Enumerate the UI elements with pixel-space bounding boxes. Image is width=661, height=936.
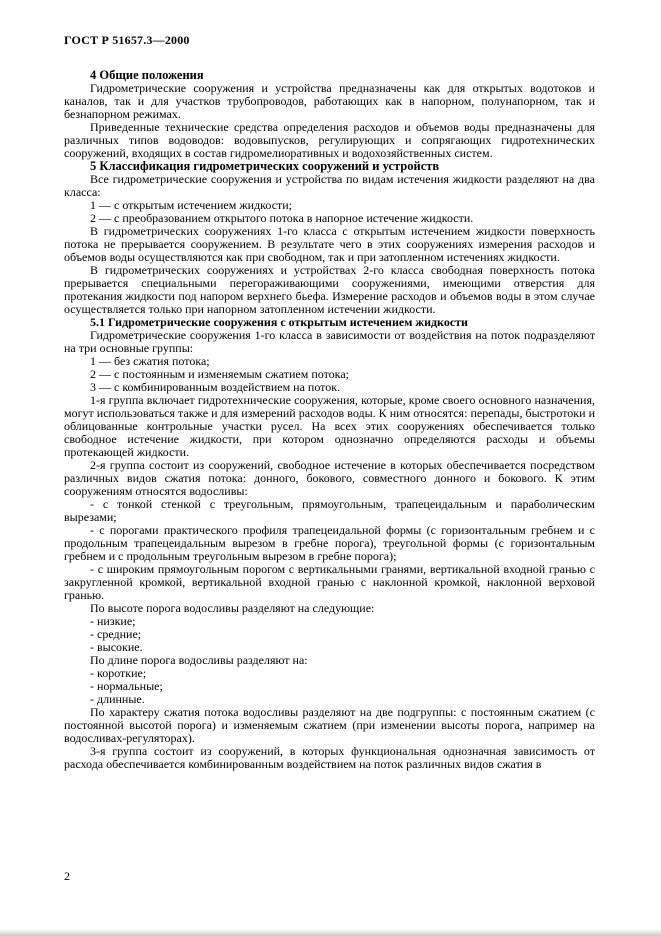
- list-item: 2 — с постоянным и изменяемым сжатием потока;: [90, 367, 349, 381]
- paragraph: По характеру сжатия потока водосливы разделяют на две подгруппы: с постоянным сжатием (с постоянной высотой порога) и изменяемым сжатием (при изменении высоты порога, например на водосливах-регуляторах).: [64, 705, 595, 745]
- document-header: ГОСТ Р 51657.3—2000: [64, 33, 190, 47]
- paragraph: - с широким прямоугольным порогом с вертикальными гранями, вертикальной входной гранью с закругленной кромкой, вертикальной входной гранью с наклонной кромкой, наклонной верховой гранью.: [64, 562, 595, 602]
- scan-edge: [0, 929, 661, 936]
- list-item: - средние;: [90, 627, 142, 641]
- list-item: 2 — с преобразованием открытого потока в напорное истечение жидкости.: [90, 211, 474, 225]
- paragraph: По высоте порога водосливы разделяют на следующие:: [90, 601, 375, 615]
- section-heading: 5 Классификация гидрометрических сооружений и устройств: [90, 159, 440, 173]
- paragraph: 3-я группа состоит из сооружений, в которых функциональная однозначная зависимость от расхода обеспечивается комбинированным воздействием на поток различных видов сжатия в: [64, 744, 595, 771]
- paragraph: По длине порога водосливы разделяют на:: [90, 653, 308, 667]
- list-item: - короткие;: [90, 666, 147, 680]
- list-item: 1 — с открытым истечением жидкости;: [90, 198, 293, 212]
- page-number: 2: [64, 869, 70, 883]
- paragraph: 2-я группа состоит из сооружений, свободное истечение в которых обеспечивается посредством различных видов сжатия потока: донного, бокового, совместного донного и бокового. К этим сооружениям относятся водосливы:: [64, 458, 595, 498]
- list-item: 3 — с комбинированным воздействием на поток.: [90, 380, 341, 394]
- paragraph: Приведенные технические средства определения расходов и объемов воды предназначены для различных типов водоводов: водовыпусков, регулирующих и сопрягающих гидротехнических сооружений, входящих в состав гидромелиоративных и водохозяйственных систем.: [64, 120, 595, 160]
- list-item: - длинные.: [90, 692, 145, 706]
- paragraph: - с тонкой стенкой с треугольным, прямоугольным, трапецеидальным и параболическим вырезами;: [64, 497, 595, 524]
- paragraph: Все гидрометрические сооружения и устройства по видам истечения жидкости разделяют на два класса:: [64, 172, 595, 199]
- paragraph: В гидрометрических сооружениях и устройствах 2-го класса свободная поверхность потока прерывается специальными перегораживающими сооружениями, имеющими отверстия для протекания жидкости под напором верхнего бьефа. Измерение расходов и объемов воды в этом случае осуществляется только при напорном затопленном истечении жидкости.: [64, 263, 595, 316]
- list-item: - низкие;: [90, 614, 136, 628]
- paragraph: Гидрометрические сооружения 1-го класса в зависимости от воздействия на поток подразделяют на три основные группы:: [64, 328, 595, 355]
- subsection-heading: 5.1 Гидрометрические сооружения с открытым истечением жидкости: [90, 315, 468, 329]
- paragraph: Гидрометрические сооружения и устройства предназначены как для открытых водотоков и каналов, так и для участков трубопроводов, работающих как в напорном, полунапорном, так и безнапорном режимах.: [64, 81, 595, 121]
- paragraph: 1-я группа включает гидротехнические сооружения, которые, кроме своего основного назначения, могут использоваться также и для измерений расходов воды. К ним относятся: перепады, быстротоки и облицованные контрольные участки русел. На всех этих сооружениях обеспечивается только свободное истечение жидкости, при котором однозначно определяются расходы и объемы протекающей жидкости.: [64, 393, 595, 459]
- paragraph: В гидрометрических сооружениях 1-го класса с открытым истечением жидкости поверхность потока не прерывается сооружением. В результате чего в этих сооружениях измерения расходов и объемов воды осуществляются как при свободном, так и при затопленном истечениях жидкости.: [64, 224, 595, 264]
- list-item: 1 — без сжатия потока;: [90, 354, 210, 368]
- list-item: - высокие.: [90, 640, 143, 654]
- section-heading: 4 Общие положения: [90, 68, 204, 82]
- document-content: [64, 69, 595, 771]
- paragraph: - с порогами практического профиля трапецеидальной формы (с горизонтальным гребнем и с продольным трапецеидальным вырезом в гребне порога), треугольной формы (с горизонтальным гребнем и с продольным треугольным вырезом в гребне порога);: [64, 523, 595, 563]
- list-item: - нормальные;: [90, 679, 163, 693]
